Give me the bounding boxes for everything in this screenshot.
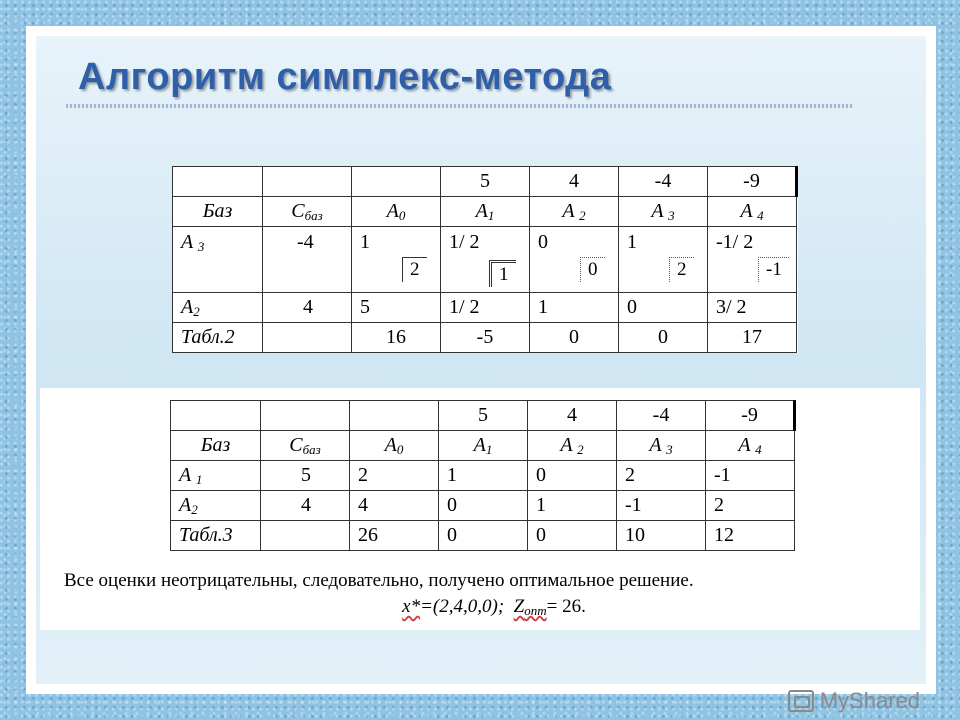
header-a0: $A_0$: [352, 197, 441, 227]
conclusion-line-2: [64, 596, 924, 619]
ratio-box: 2: [669, 257, 694, 282]
optimal-x-value: =(2,4,0,0);: [420, 596, 505, 617]
optimal-z-label: $Z_{опт}$: [513, 596, 547, 618]
estimate-cell: 0: [439, 521, 528, 551]
slide-content: [36, 36, 926, 684]
simplex-table-3: [170, 400, 796, 551]
header-a4: A $_4$: [706, 431, 795, 461]
coeff-row: [173, 167, 797, 197]
coeff-cell: 4: [528, 401, 617, 431]
header-a3: A $_3$: [617, 431, 706, 461]
ratio-box: 2: [402, 257, 427, 282]
coeff-cell: -4: [619, 167, 708, 197]
ratio-box: 0: [580, 257, 605, 282]
table-label: Табл.3: [171, 521, 261, 551]
c-cell: 5: [261, 461, 350, 491]
a4-cell: -1/ 2 -1: [708, 227, 797, 293]
header-cbasis: $C_{баз}$: [263, 197, 352, 227]
title-underline: [66, 104, 854, 108]
coeff-cell: 5: [441, 167, 530, 197]
header-a1: $A_1$: [441, 197, 530, 227]
basis-cell: $A_2$: [173, 293, 263, 323]
a4-cell: 3/ 2: [708, 293, 797, 323]
a1-cell: 1: [439, 461, 528, 491]
coeff-cell: 4: [530, 167, 619, 197]
header-basis: Баз: [173, 197, 263, 227]
header-cbasis: $C_{баз}$: [261, 431, 350, 461]
basis-row-a1: [171, 461, 795, 491]
empty-cell: [171, 401, 261, 431]
myshared-logo-icon: [788, 690, 814, 712]
a3-cell: 2: [617, 461, 706, 491]
estimate-cell: -5: [441, 323, 530, 353]
header-row: [173, 197, 797, 227]
coeff-row: [171, 401, 795, 431]
header-a2: A $_2$: [530, 197, 619, 227]
basis-cell: A $_1$: [171, 461, 261, 491]
conclusion-text: [64, 570, 924, 619]
c-cell: -4: [263, 227, 352, 293]
estimate-cell: 0: [619, 323, 708, 353]
a2-cell: 0 0: [530, 227, 619, 293]
c-cell: 4: [261, 491, 350, 521]
estimate-row: [171, 521, 795, 551]
header-a4: A $_4$: [708, 197, 797, 227]
estimate-cell: 0: [530, 323, 619, 353]
coeff-cell: -9: [706, 401, 795, 431]
empty-cell: [263, 323, 352, 353]
header-a3: A $_3$: [619, 197, 708, 227]
basis-row-a2: [171, 491, 795, 521]
a0-cell: 1 2: [352, 227, 441, 293]
basis-cell: A $_3$: [173, 227, 263, 293]
empty-cell: [261, 521, 350, 551]
a4-cell: 2: [706, 491, 795, 521]
empty-cell: [261, 401, 350, 431]
slide: [26, 26, 936, 694]
slide-title: Алгоритм симплекс-метода: [78, 56, 612, 98]
c-cell: 4: [263, 293, 352, 323]
table-label: Табл.2: [173, 323, 263, 353]
simplex-table-2: [172, 166, 798, 353]
a1-cell: 1/ 2: [441, 293, 530, 323]
coeff-cell: -4: [617, 401, 706, 431]
watermark-text: MyShared: [819, 688, 920, 713]
estimate-cell: 26: [350, 521, 439, 551]
a4-cell: -1: [706, 461, 795, 491]
header-basis: Баз: [171, 431, 261, 461]
a0-cell: 2: [350, 461, 439, 491]
header-row: [171, 431, 795, 461]
header-a0: $A_0$: [350, 431, 439, 461]
a3-cell: 0: [619, 293, 708, 323]
coeff-cell: 5: [439, 401, 528, 431]
empty-cell: [352, 167, 441, 197]
empty-cell: [173, 167, 263, 197]
estimate-cell: 17: [708, 323, 797, 353]
empty-cell: [263, 167, 352, 197]
estimate-cell: 12: [706, 521, 795, 551]
a1-cell: 0: [439, 491, 528, 521]
a0-cell: 5: [352, 293, 441, 323]
a0-cell: 4: [350, 491, 439, 521]
header-a2: A $_2$: [528, 431, 617, 461]
coeff-cell: -9: [708, 167, 797, 197]
basis-row-a2: [173, 293, 797, 323]
estimate-cell: 0: [528, 521, 617, 551]
estimate-cell: 10: [617, 521, 706, 551]
a2-cell: 1: [528, 491, 617, 521]
header-a1: $A_1$: [439, 431, 528, 461]
basis-row-a3: [173, 227, 797, 293]
basis-cell: $A_2$: [171, 491, 261, 521]
a2-cell: 1: [530, 293, 619, 323]
empty-cell: [350, 401, 439, 431]
estimate-row: [173, 323, 797, 353]
ratio-box-pivot: 1: [489, 260, 516, 287]
a3-cell: -1: [617, 491, 706, 521]
estimate-cell: 16: [352, 323, 441, 353]
ratio-box: -1: [758, 257, 789, 282]
optimal-z-value: = 26.: [546, 596, 586, 617]
a1-cell: 1/ 2 1: [441, 227, 530, 293]
a3-cell: 1 2: [619, 227, 708, 293]
a2-cell: 0: [528, 461, 617, 491]
watermark: [788, 688, 920, 714]
optimal-x-label: x*: [402, 596, 421, 617]
conclusion-line-1: Все оценки неотрицательны, следовательно, получено оптимальное решение.: [64, 570, 694, 591]
